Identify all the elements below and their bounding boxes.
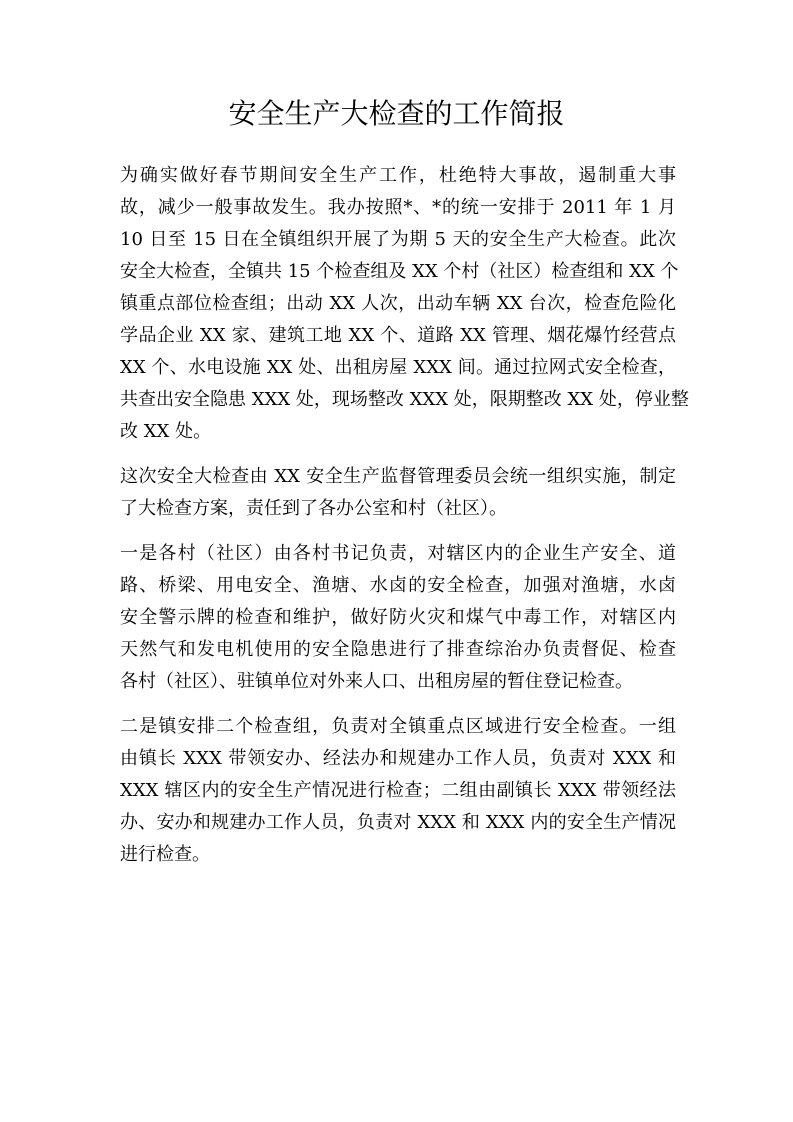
paragraph-line: 一是各村（社区）由各村书记负责，对辖区内的企业生产安全、道: [120, 543, 676, 564]
paragraph-line: 10 日至 15 日在全镇组织开展了为期 5 天的安全生产大检查。此次: [120, 229, 676, 250]
document-title: 安全生产大检查的工作简报: [228, 97, 565, 130]
paragraph-1: [120, 160, 689, 448]
paragraph-line: 镇重点部位检查组；出动 XX 人次，出动车辆 XX 台次，检查危险化: [120, 293, 676, 314]
paragraph-line: 了大检查方案，责任到了各办公室和村（社区）。: [120, 498, 507, 519]
paragraph-2: [120, 461, 676, 525]
paragraph-line: 为确实做好春节期间安全生产工作，杜绝特大事故，遏制重大事: [120, 165, 676, 186]
paragraph-line: 学品企业 XX 家、建筑工地 XX 个、道路 XX 管理、烟花爆竹经营点: [120, 325, 676, 346]
paragraph-line: 天然气和发电机使用的安全隐患进行了排查综治办负责督促、检查: [120, 639, 676, 660]
paragraph-line: 进行检查。: [120, 844, 210, 865]
paragraph-line: 办、安办和规建办工作人员，负责对 XXX 和 XXX 内的安全生产情况: [120, 812, 676, 833]
paragraph-line: 二是镇安排二个检查组，负责对全镇重点区域进行安全检查。一组: [120, 716, 676, 737]
paragraph-line: 由镇长 XXX 带领安办、经法办和规建办工作人员，负责对 XXX 和: [120, 748, 676, 769]
paragraph-line: 故，减少一般事故发生。我办按照*、*的统一安排于 2011 年 1 月: [120, 197, 676, 218]
paragraph-4: [120, 711, 676, 871]
paragraph-line: 安全警示牌的检查和维护，做好防火灾和煤气中毒工作，对辖区内: [120, 607, 676, 628]
paragraph-line: 改 XX 处。: [120, 421, 212, 442]
document-body: [120, 160, 689, 884]
paragraph-3: [120, 538, 676, 698]
paragraph-line: 这次安全大检查由 XX 安全生产监督管理委员会统一组织实施，制定: [120, 466, 676, 487]
paragraph-line: XXX 辖区内的安全生产情况进行检查；二组由副镇长 XXX 带领经法: [120, 780, 676, 801]
paragraph-line: 路、桥梁、用电安全、渔塘、水卤的安全检查，加强对渔塘，水卤: [120, 575, 676, 596]
paragraph-line: 共查出安全隐患 XXX 处，现场整改 XXX 处，限期整改 XX 处，停业整: [120, 389, 689, 410]
paragraph-line: 各村（社区）、驻镇单位对外来人口、出租房屋的暂住登记检查。: [120, 671, 633, 692]
paragraph-line: XX 个、水电设施 XX 处、出租房屋 XXX 间。通过拉网式安全检查，: [120, 357, 676, 378]
paragraph-line: 安全大检查，全镇共 15 个检查组及 XX 个村（社区）检查组和 XX 个: [120, 261, 679, 282]
